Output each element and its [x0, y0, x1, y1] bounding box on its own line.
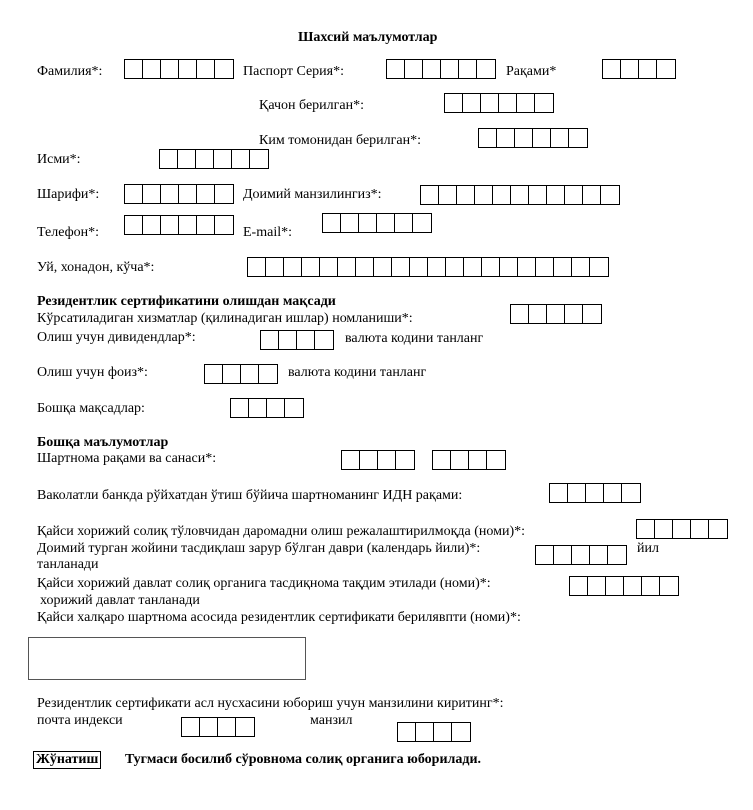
phone-field[interactable]: [124, 215, 234, 235]
submit-note: Тугмаси босилиб сўровнома солиқ органига юборилади.: [125, 752, 482, 767]
period-choose: танланади: [37, 557, 99, 572]
street-address-label: манзил: [310, 713, 353, 728]
other-info-heading: Бошқа маълумотлар: [37, 435, 169, 450]
period-field[interactable]: [535, 545, 627, 565]
house-label: Уй, хонадон, кўча*:: [37, 260, 155, 275]
authority-choose: хорижий давлат танланади: [40, 593, 200, 608]
services-field[interactable]: [510, 304, 602, 324]
bank-idn-label: Ваколатли банкда рўйхатдан ўтиш бўйича шартноманинг ИДН рақами:: [37, 488, 463, 503]
surname-field[interactable]: [124, 59, 234, 79]
treaty-label: Қайси халқаро шартнома асосида резидентлик сертификати берилявпти (номи)*:: [37, 610, 521, 625]
foreign-payer-field[interactable]: [636, 519, 728, 539]
postal-index-label: почта индекси: [37, 713, 123, 728]
interest-currency-field[interactable]: [204, 364, 278, 384]
name-label: Исми*:: [37, 152, 81, 167]
patronymic-label: Шарифи*:: [37, 187, 100, 202]
passport-series-field[interactable]: [386, 59, 496, 79]
contract-label: Шартнома рақами ва санаси*:: [37, 451, 217, 466]
submit-button[interactable]: Жўнатиш: [33, 751, 101, 769]
passport-number-label: Рақами*: [506, 64, 557, 79]
authority-field[interactable]: [569, 576, 679, 596]
address-label: Доимий манзилингиз*:: [243, 187, 382, 202]
contract-number-field[interactable]: [341, 450, 415, 470]
issued-by-field[interactable]: [478, 128, 588, 148]
house-field[interactable]: [247, 257, 609, 277]
interest-label: Олиш учун фоиз*:: [37, 365, 148, 380]
dividends-currency-hint: валюта кодини танланг: [345, 331, 484, 346]
purpose-heading: Резидентлик сертификатини олишдан мақсади: [37, 294, 336, 309]
issued-when-label: Қачон берилган*:: [259, 98, 364, 113]
foreign-payer-label: Қайси хорижий солиқ тўловчидан даромадни олиш режалаштирилмоқда (номи)*:: [37, 524, 526, 539]
patronymic-field[interactable]: [124, 184, 234, 204]
dividends-currency-field[interactable]: [260, 330, 334, 350]
original-address-label: Резидентлик сертификати асл нусхасини юбориш учун манзилини киритинг*:: [37, 696, 504, 711]
issued-by-label: Ким томонидан берилган*:: [259, 133, 421, 148]
passport-number-field[interactable]: [602, 59, 676, 79]
interest-currency-hint: валюта кодини танланг: [288, 365, 427, 380]
contract-date-field[interactable]: [432, 450, 506, 470]
passport-series-label: Паспорт Серия*:: [243, 64, 345, 79]
surname-label: Фамилия*:: [37, 64, 103, 79]
other-purpose-label: Бошқа мақсадлар:: [37, 401, 145, 416]
email-label: E-mail*:: [243, 225, 292, 240]
issued-when-field[interactable]: [444, 93, 554, 113]
dividends-label: Олиш учун дивидендлар*:: [37, 330, 196, 345]
authority-label: Қайси хорижий давлат солиқ органига тасдиқнома тақдим этилади (номи)*:: [37, 576, 491, 591]
period-label: Доимий турган жойини тасдиқлаш зарур бўлган даври (календарь йили)*:: [37, 541, 481, 556]
page-title: Шахсий маълумотлар: [298, 30, 438, 45]
address-field[interactable]: [420, 185, 620, 205]
email-field[interactable]: [322, 213, 432, 233]
name-field[interactable]: [159, 149, 269, 169]
postal-index-field[interactable]: [181, 717, 255, 737]
treaty-textarea[interactable]: [28, 637, 306, 680]
other-purpose-field[interactable]: [230, 398, 304, 418]
bank-idn-field[interactable]: [549, 483, 641, 503]
period-unit: йил: [637, 541, 659, 556]
phone-label: Телефон*:: [37, 225, 100, 240]
street-address-field[interactable]: [397, 722, 471, 742]
services-label: Кўрсатиладиган хизматлар (қилинадиган ишлар) номланиши*:: [37, 311, 413, 326]
